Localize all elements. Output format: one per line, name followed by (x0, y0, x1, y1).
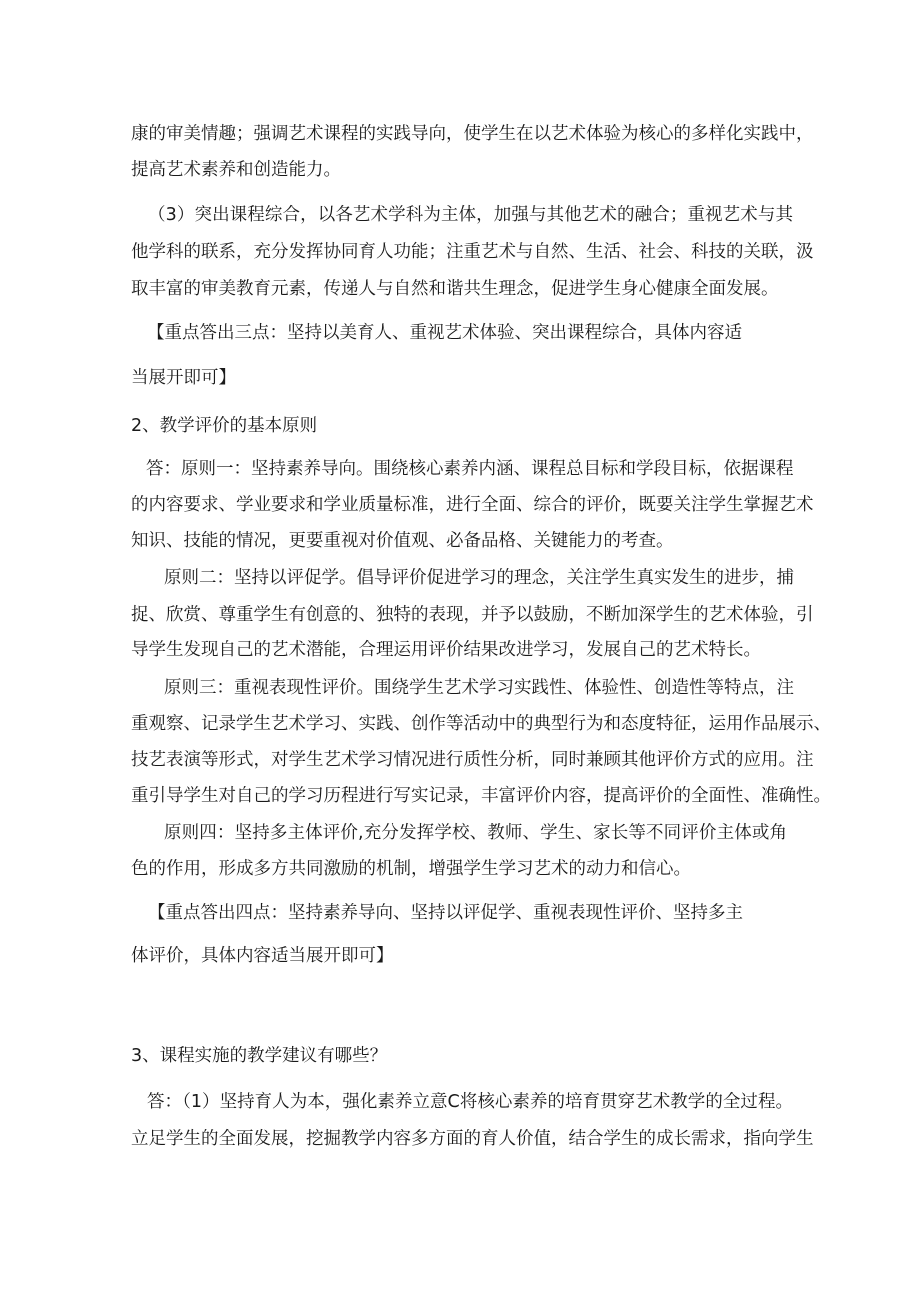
paragraph-line: 重引导学生对自己的学习历程进行写实记录，丰富评价内容，提高评价的全面性、准确性。 (131, 786, 831, 806)
paragraph-line: 重观察、记录学生艺术学习、实践、创作等活动中的典型行为和态度特征，运用作品展示、 (131, 714, 831, 734)
paragraph-line: 提高艺术素养和创造能力。 (131, 160, 341, 180)
paragraph-line: 取丰富的审美教育元素，传递人与自然和谐共生理念，促进学生身心健康全面发展。 (131, 279, 779, 299)
paragraph-line: （3）突出课程综合，以各艺术学科为主体，加强与其他艺术的融合；重视艺术与其 (148, 205, 793, 225)
paragraph-line: 知识、技能的情况，更要重视对价值观、必备品格、关键能力的考查。 (131, 531, 674, 551)
paragraph-line: 立足学生的全面发展，挖掘教学内容多方面的育人价值，结合学生的成长需求，指向学生 (131, 1129, 814, 1149)
paragraph-line: 答：原则一：坚持素养导向。围绕核心素养内涵、课程总目标和学段目标，依据课程 (146, 459, 794, 479)
paragraph-line: 色的作用，形成多方共同激励的机制，增强学生学习艺术的动力和信心。 (131, 859, 691, 879)
paragraph-line: 康的审美情趣；强调艺术课程的实践导向，使学生在以艺术体验为核心的多样化实践中， (131, 124, 814, 144)
key-note: 体评价，具体内容适当展开即可】 (131, 946, 394, 966)
paragraph-line: 的内容要求、学业要求和学业质量标准，进行全面、综合的评价，既要关注学生掌握艺术 (131, 495, 814, 515)
paragraph-line: 原则二：坚持以评促学。倡导评价促进学习的理念，关注学生真实发生的进步，捕 (164, 568, 794, 588)
paragraph-line: 原则三：重视表现性评价。围绕学生艺术学习实践性、体验性、创造性等特点，注 (164, 678, 794, 698)
key-note: 【重点答出三点：坚持以美育人、重视艺术体验、突出课程综合，具体内容适 (147, 323, 742, 343)
key-note: 【重点答出四点：坚持素养导向、坚持以评促学、重视表现性评价、坚持多主 (148, 903, 743, 923)
paragraph-line: 技艺表演等形式，对学生艺术学习情况进行质性分析，同时兼顾其他评价方式的应用。注 (131, 750, 814, 770)
paragraph-line: 他学科的联系，充分发挥协同育人功能；注重艺术与自然、生活、社会、科技的关联，汲 (131, 242, 814, 262)
paragraph-line: 捉、欣赏、尊重学生有创意的、独特的表现，并予以鼓励，不断加深学生的艺术体验，引 (131, 605, 814, 625)
key-note: 当展开即可】 (131, 368, 236, 388)
section-heading: 3、课程实施的教学建议有哪些？ (131, 1046, 388, 1066)
paragraph-line: 导学生发现自己的艺术潜能，合理运用评价结果改进学习，发展自己的艺术特长。 (131, 640, 761, 660)
paragraph-line: 答：（1）坚持育人为本，强化素养立意C将核心素养的培育贯穿艺术教学的全过程。 (147, 1092, 793, 1112)
paragraph-line: 原则四：坚持多主体评价,充分发挥学校、教师、学生、家长等不同评价主体或角 (164, 823, 787, 843)
section-heading: 2、教学评价的基本原则 (131, 416, 318, 436)
